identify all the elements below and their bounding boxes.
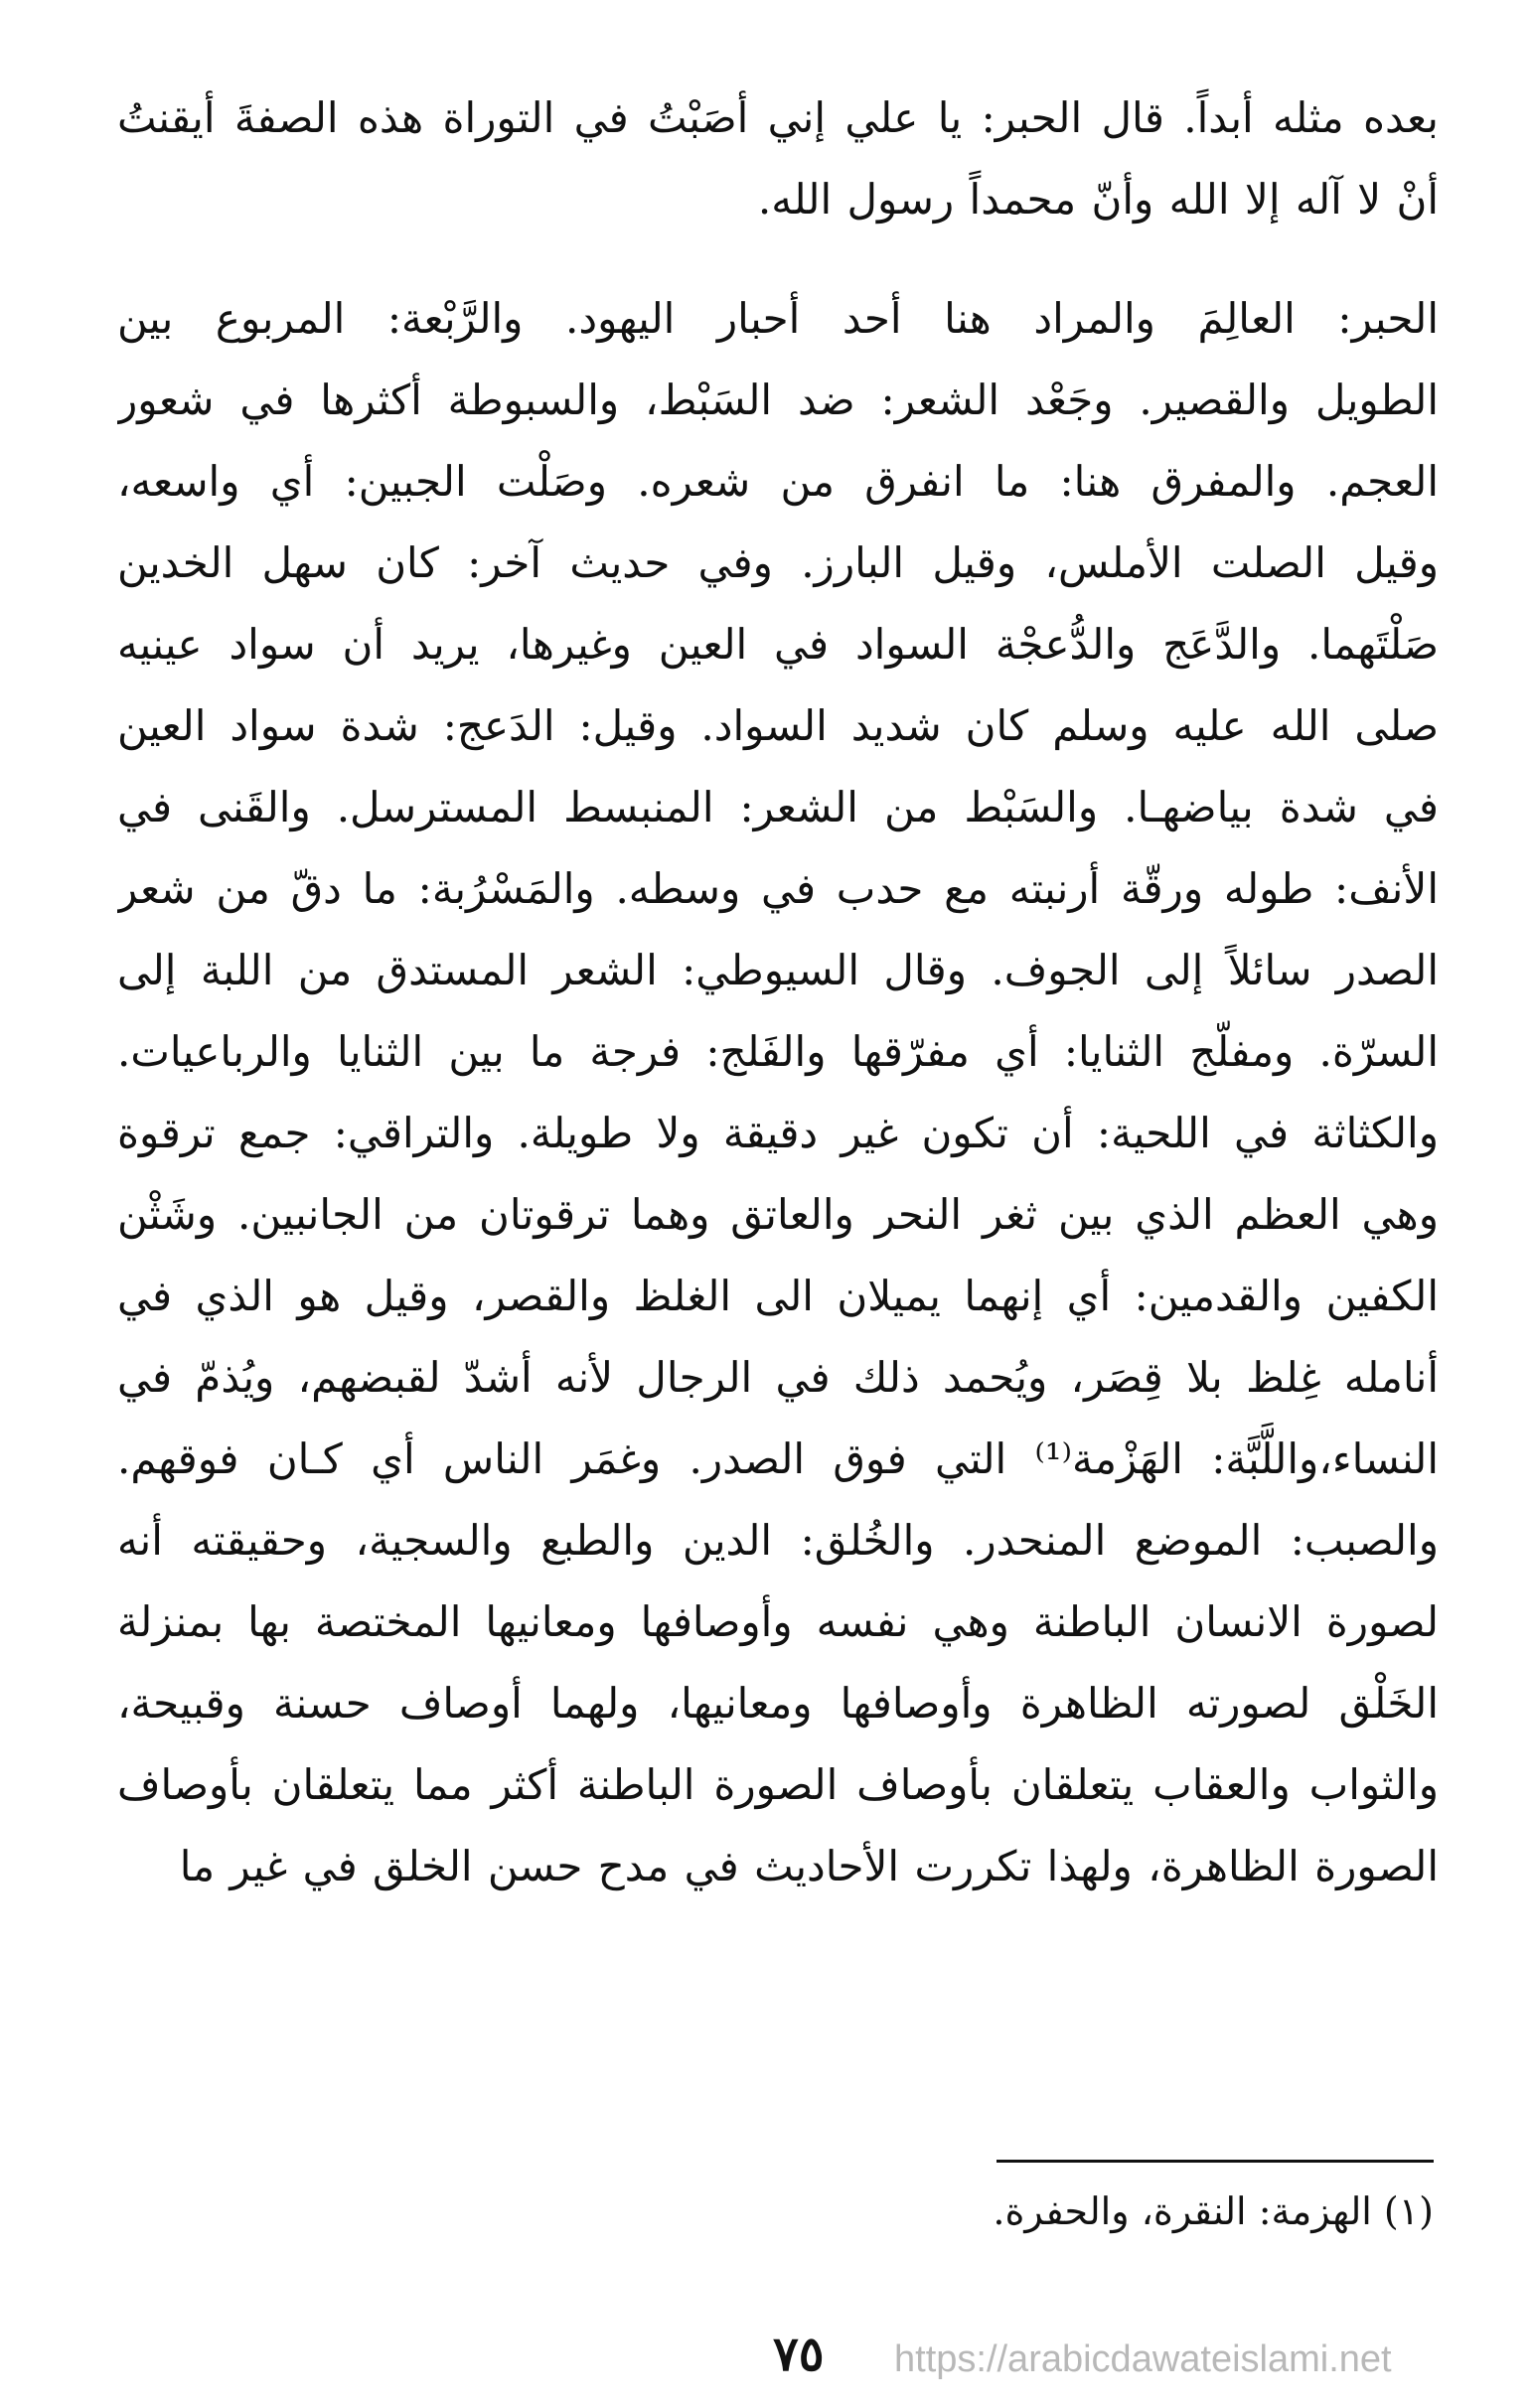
text-line: والصبب: الموضع المنحدر. والخُلق: الدين والطبع والسجية، وحقيقته أنه <box>117 1516 1439 1565</box>
footnote-separator <box>997 2160 1434 2163</box>
text-line: العجم. والمفرق هنا: ما انفرق من شعره. وصَلْت الجبين: أي واسعه، <box>117 457 1439 506</box>
text-line: الكفين والقدمين: أي إنهما يميلان الى الغلظ والقصر، وقيل هو الذي في <box>117 1272 1439 1320</box>
watermark-url[interactable]: https://arabicdawateislami.net <box>894 2338 1392 2380</box>
intro-paragraph <box>117 77 1439 240</box>
text-line: السرّة. ومفلّج الثنايا: أي مفرّقها والفَلج: فرجة ما بين الثنايا والرباعيات. <box>117 1027 1439 1076</box>
text-line: الخَلْق لصورته الظاهرة وأوصافها ومعانيها، ولهما أوصاف حسنة وقبيحة، <box>117 1679 1439 1728</box>
text-line: النساء،واللَّبَّة: الهَزْمة⁽¹⁾ التي فوق الصدر. وغمَر الناس أي كـان فوقهم. <box>117 1434 1439 1483</box>
page-number: ٧٥ <box>773 2327 825 2382</box>
text-line: الصورة الظاهرة، ولهذا تكررت الأحاديث في مدح حسن الخلق في غير ما <box>179 1842 1439 1890</box>
text-line: والكثاثة في اللحية: أن تكون غير دقيقة ولا طويلة. والتراقي: جمع ترقوة <box>117 1109 1439 1157</box>
text-line: لصورة الانسان الباطنة وهي نفسه وأوصافها ومعانيها المختصة بها بمنزلة <box>117 1597 1439 1646</box>
text-line: أنامله غِلظ بلا قِصَر، ويُحمد ذلك في الرجال لأنه أشدّ لقبضهم، ويُذمّ في <box>117 1353 1439 1402</box>
text-line: وهي العظم الذي بين ثغر النحر والعاتق وهما ترقوتان من الجانبين. وشَثْن <box>117 1190 1439 1239</box>
footnote: (١) الهزمة: النقرة، والحفرة. <box>993 2189 1434 2233</box>
text-line: وقيل الصلت الأملس، وقيل البارز. وفي حديث آخر: كان سهل الخدين <box>117 538 1439 587</box>
text-line: الصدر سائلاً إلى الجوف. وقال السيوطي: الشعر المستدق من اللبة إلى <box>117 946 1439 994</box>
text-line: والثواب والعقاب يتعلقان بأوصاف الصورة الباطنة أكثر مما يتعلقان بأوصاف <box>117 1760 1439 1809</box>
text-line: الطويل والقصير. وجَعْد الشعر: ضد السَبْط، والسبوطة أكثرها في شعور <box>117 376 1439 424</box>
text-line: صَلْتَهما. والدَّعَج والدُّعجْة السواد في العين وغيرها، يريد أن سواد عينيه <box>117 620 1439 669</box>
text-line: الأنف: طوله ورقّة أرنبته مع حدب في وسطه. والمَسْرُبة: ما دقّ من شعر <box>117 864 1439 913</box>
text-line: بعده مثله أبداً. قال الحبر: يا علي إني أصَبْتُ في التوراة هذه الصفةَ أيقنتُ <box>117 93 1439 142</box>
text-line: في شدة بياضهـا. والسَبْط من الشعر: المنبسط المسترسل. والقَنى في <box>117 783 1439 831</box>
text-line: صلى الله عليه وسلم كان شديد السواد. وقيل: الدَعج: شدة سواد العين <box>117 701 1439 750</box>
text-line: الحبر: العالِمَ والمراد هنا أحد أحبار اليهود. والرَّبْعة: المربوع بين <box>117 294 1439 343</box>
commentary-paragraph <box>117 278 1439 1907</box>
text-line: أنْ لا آله إلا الله وأنّ محمداً رسول الله. <box>757 175 1439 224</box>
